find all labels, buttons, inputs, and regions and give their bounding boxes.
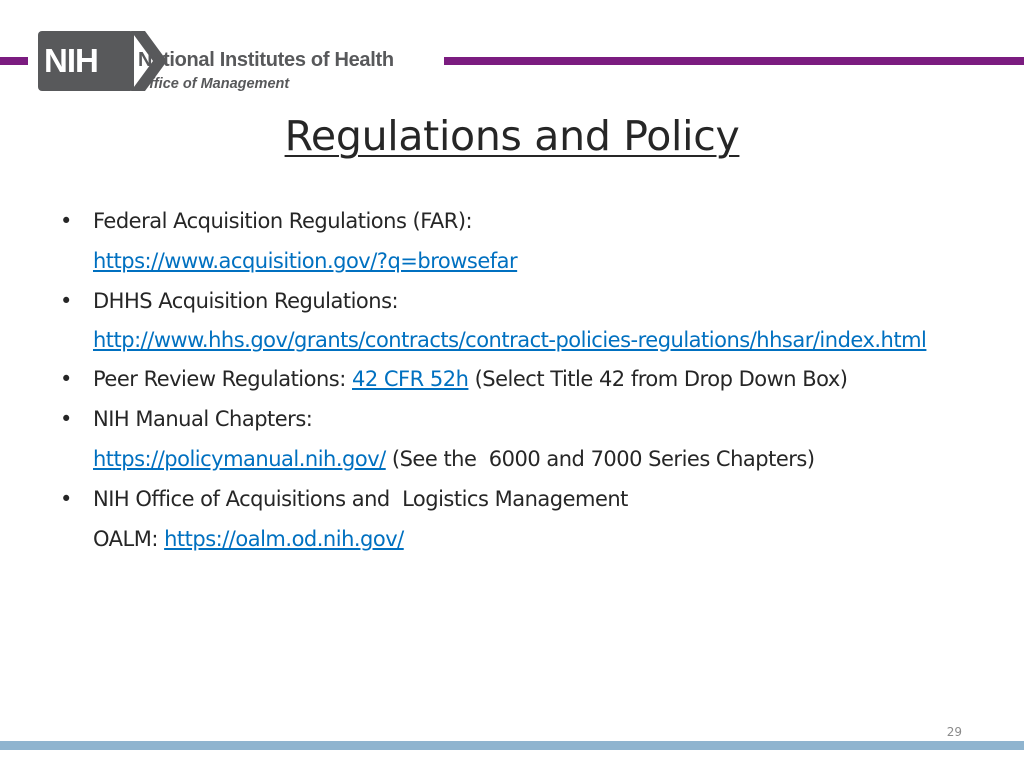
bullet-icon: • xyxy=(60,487,72,511)
peer-review-suffix: (Select Title 42 from Drop Down Box) xyxy=(468,367,848,391)
peer-review-prefix: Peer Review Regulations: xyxy=(93,367,352,391)
nih-logo-badge xyxy=(38,31,134,91)
bullet-nih-manual-link-line xyxy=(93,444,970,474)
bullet-peer-review-line xyxy=(93,364,970,394)
nih-logo xyxy=(38,31,438,93)
bullet-list xyxy=(60,206,970,564)
page-number: 29 xyxy=(946,725,962,739)
bullet-oalm-link-line xyxy=(93,524,970,554)
bullet-icon: • xyxy=(60,209,72,233)
bullet-dhhs-label: DHHS Acquisition Regulations: xyxy=(93,289,399,313)
cfr-52h-link[interactable]: 42 CFR 52h xyxy=(352,367,469,391)
footer-accent-bar xyxy=(0,741,1024,750)
bullet-far xyxy=(60,206,970,276)
bullet-peer-review xyxy=(60,364,970,394)
slide-title: Regulations and Policy xyxy=(284,112,740,160)
bullet-dhhs xyxy=(60,286,970,354)
bullet-nih-manual-label: NIH Manual Chapters: xyxy=(93,407,313,431)
logo-office-name: Office of Management xyxy=(138,76,290,92)
far-link[interactable]: https://www.acquisition.gov/?q=browsefar xyxy=(93,249,518,273)
oalm-link[interactable]: https://oalm.od.nih.gov/ xyxy=(164,527,404,551)
hhsar-link[interactable]: http://www.hhs.gov/grants/contracts/contract-policies-regulations/hhsar/index.html xyxy=(93,328,927,352)
policy-manual-link[interactable]: https://policymanual.nih.gov/ xyxy=(93,447,386,471)
header-accent-bar-right xyxy=(444,57,1024,65)
bullet-far-link-line xyxy=(93,246,970,276)
bullet-oalm xyxy=(60,484,970,554)
bullet-far-label: Federal Acquisition Regulations (FAR): xyxy=(93,209,473,233)
bullet-oalm-label: NIH Office of Acquisitions and Logistics Management xyxy=(93,487,628,511)
nih-logo-badge-text: NIH xyxy=(44,42,98,79)
bullet-icon: • xyxy=(60,367,72,391)
logo-org-name: National Institutes of Health xyxy=(138,49,394,71)
header-accent-bar-left xyxy=(0,57,28,65)
bullet-dhhs-link-line xyxy=(93,326,970,354)
oalm-prefix: OALM: xyxy=(93,527,165,551)
policy-manual-suffix: (See the 6000 and 7000 Series Chapters) xyxy=(385,447,815,471)
bullet-icon: • xyxy=(60,407,72,431)
bullet-nih-manual xyxy=(60,404,970,474)
bullet-icon: • xyxy=(60,289,72,313)
